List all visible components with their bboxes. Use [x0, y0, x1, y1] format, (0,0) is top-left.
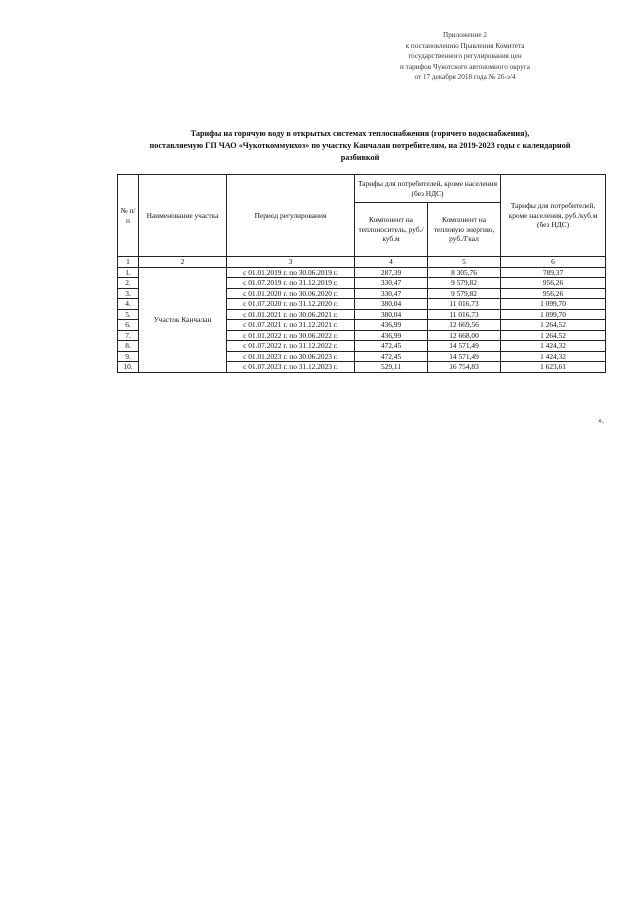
- row-number: 3.: [118, 288, 139, 299]
- row-period: с 01.01.2022 г. по 30.06.2022 г.: [227, 330, 355, 341]
- column-number: 3: [227, 257, 355, 268]
- row-carrier: 380,04: [355, 309, 428, 320]
- tariff-table: [117, 174, 606, 373]
- header-site: Наименование участка: [139, 175, 227, 257]
- row-energy: 12 669,56: [428, 320, 501, 331]
- row-number: 6.: [118, 320, 139, 331]
- row-carrier: 330,47: [355, 278, 428, 289]
- row-number: 8.: [118, 341, 139, 352]
- row-carrier: 472,45: [355, 341, 428, 352]
- row-carrier: 436,99: [355, 330, 428, 341]
- row-carrier: 436,99: [355, 320, 428, 331]
- row-number: 5.: [118, 309, 139, 320]
- row-number: 4.: [118, 299, 139, 310]
- row-number: 9.: [118, 351, 139, 362]
- row-energy: 12 668,00: [428, 330, 501, 341]
- site-name: Участок Канчалан: [139, 267, 227, 372]
- row-total: 956,26: [501, 288, 606, 299]
- row-number: 1.: [118, 267, 139, 278]
- appendix-line: к постановлению Правления Комитета: [405, 41, 525, 50]
- title-line: поставляемую ГП ЧАО «Чукоткоммунхоз» по участку Канчалан потребителям, на 2019-2023 годы с календарной: [149, 141, 571, 150]
- row-total: 1 264,52: [501, 320, 606, 331]
- row-total: 789,37: [501, 267, 606, 278]
- column-number: 5: [428, 257, 501, 268]
- row-total: 1 264,52: [501, 330, 606, 341]
- table-row: [118, 267, 606, 278]
- row-period: с 01.07.2020 г. по 31.12.2020 г.: [227, 299, 355, 310]
- appendix-line: государственного регулирования цен: [408, 52, 522, 61]
- row-energy: 11 016,73: [428, 309, 501, 320]
- appendix-line: от 17 декабря 2018 года № 26-э/4: [414, 73, 516, 82]
- row-period: с 01.01.2020 г. по 30.06.2020 г.: [227, 288, 355, 299]
- appendix-note: [350, 30, 580, 83]
- row-carrier: 529,11: [355, 362, 428, 373]
- row-period: с 01.01.2019 г. по 30.06.2019 г.: [227, 267, 355, 278]
- row-number: 10.: [118, 362, 139, 373]
- row-total: 956,26: [501, 278, 606, 289]
- appendix-line: и тарифов Чукотского автономного округа: [400, 62, 530, 71]
- row-carrier: 330,47: [355, 288, 428, 299]
- row-carrier: 472,45: [355, 351, 428, 362]
- header-population: Тарифы для потребителей, кроме населения, руб./куб.м (без НДС): [501, 175, 606, 257]
- row-energy: 9 579,82: [428, 278, 501, 289]
- row-energy: 16 754,83: [428, 362, 501, 373]
- row-energy: 11 016,73: [428, 299, 501, 310]
- row-period: с 01.07.2023 г. по 31.12.2023 г.: [227, 362, 355, 373]
- row-number: 7.: [118, 330, 139, 341]
- header-period: Период регулирования: [227, 175, 355, 257]
- column-number: 1: [118, 257, 139, 268]
- row-total: 1 099,70: [501, 309, 606, 320]
- row-total: 1 099,70: [501, 299, 606, 310]
- column-number: 6: [501, 257, 606, 268]
- row-energy: 9 579,82: [428, 288, 501, 299]
- document-title: [105, 128, 615, 164]
- row-total: 1 424,32: [501, 341, 606, 352]
- title-line: Тарифы на горячую воду в открытых системах теплоснабжения (горячего водоснабжения),: [190, 129, 530, 138]
- title-line: разбивкой: [340, 153, 380, 162]
- column-number: 2: [139, 257, 227, 268]
- appendix-line: Приложение 2: [443, 31, 487, 39]
- row-period: с 01.01.2023 г. по 30.06.2023 г.: [227, 351, 355, 362]
- row-carrier: 380,04: [355, 299, 428, 310]
- row-period: с 01.07.2021 г. по 31.12.2021 г.: [227, 320, 355, 331]
- header-num: № п/п: [118, 175, 139, 257]
- column-number-row: [118, 257, 606, 268]
- header-carrier: Компонент на теплоноситель, руб./куб.м: [355, 203, 428, 257]
- header-group: Тарифы для потребителей, кроме населения (без НДС): [355, 175, 501, 203]
- header-energy: Компонент на тепловую энергию, руб./Гкал: [428, 203, 501, 257]
- row-number: 2.: [118, 278, 139, 289]
- row-period: с 01.07.2022 г. по 31.12.2022 г.: [227, 341, 355, 352]
- row-period: с 01.07.2019 г. по 31.12.2019 г.: [227, 278, 355, 289]
- row-total: 1 623,61: [501, 362, 606, 373]
- row-energy: 14 571,49: [428, 351, 501, 362]
- row-energy: 8 305,76: [428, 267, 501, 278]
- closing-quote-mark: ».: [598, 416, 604, 425]
- row-period: с 01.01.2021 г. по 30.06.2021 г.: [227, 309, 355, 320]
- row-carrier: 287,39: [355, 267, 428, 278]
- row-total: 1 424,32: [501, 351, 606, 362]
- row-energy: 14 571,49: [428, 341, 501, 352]
- column-number: 4: [355, 257, 428, 268]
